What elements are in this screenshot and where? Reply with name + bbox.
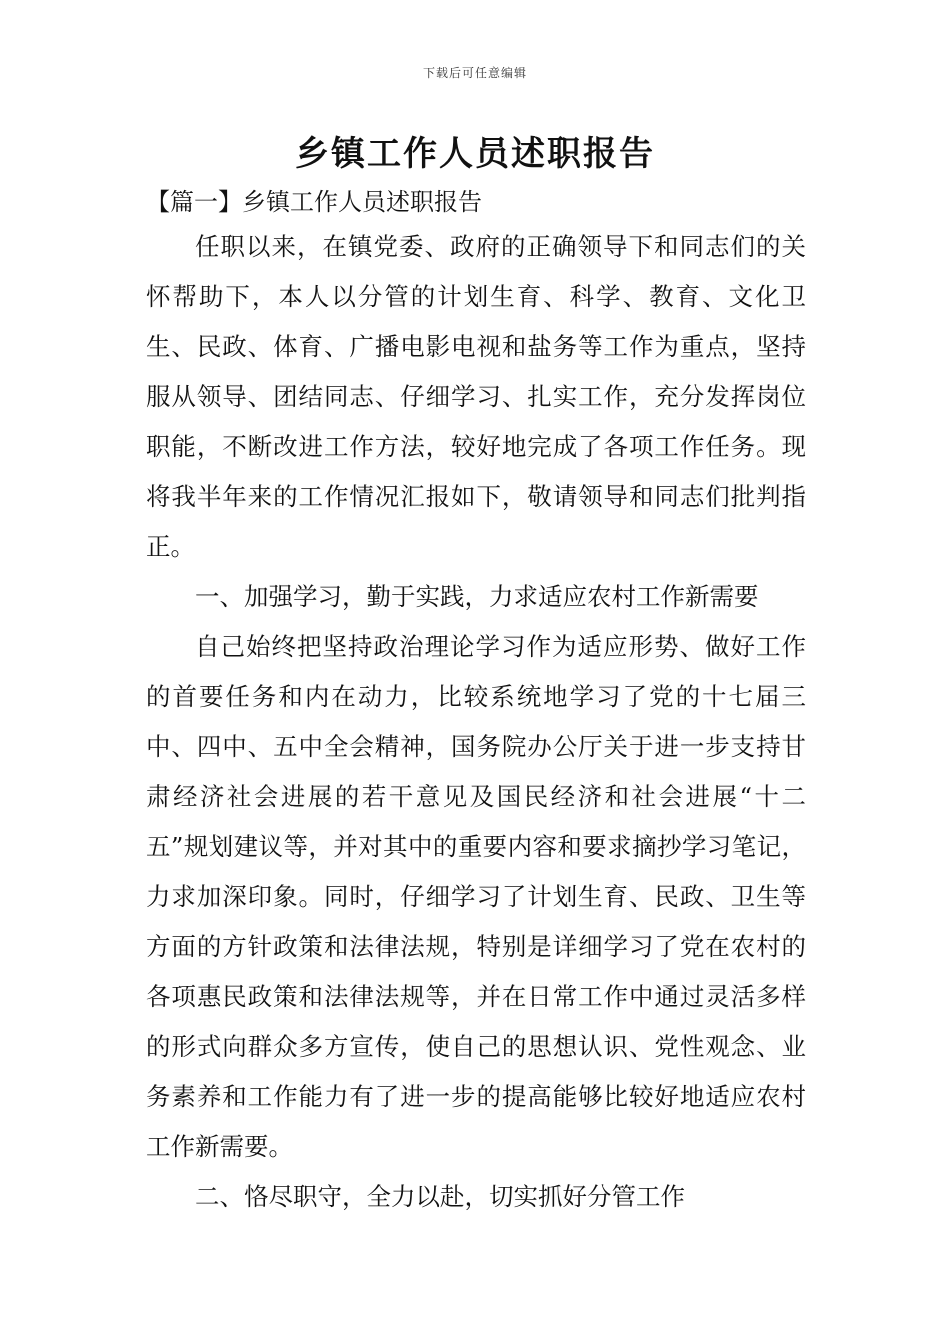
paragraph-part-one: 自己始终把坚持政治理论学习作为适应形势、做好工作的首要任务和内在动力，比较系统地学习了党的十七届三中、四中、五中全会精神，国务院办公厅关于进一步支持甘肃经济社会进展的若干意见及国民经济和社会进展“十二五”规划建议等，并对其中的重要内容和要求摘抄学习笔记，力求加深印象。同时，仔细学习了计划生育、民政、卫生等方面的方针政策和法律法规，特别是详细学习了党在农村的各项惠民政策和法律法规等，并在日常工作中通过灵活多样的形式向群众多方宣传，使自己的思想认识、党性观念、业务素养和工作能力有了进一步的提高能够比较好地适应农村工作新需要。	[146, 632, 806, 1161]
document-title: 乡镇工作人员述职报告	[295, 134, 655, 174]
section-title: 【篇一】乡镇工作人员述职报告	[146, 188, 482, 216]
paragraph-intro: 任职以来，在镇党委、政府的正确领导下和同志们的关怀帮助下，本人以分管的计划生育、科学、教育、文化卫生、民政、体育、广播电影电视和盐务等工作为重点，坚持服从领导、团结同志、仔细学习、扎实工作，充分发挥岗位职能，不断改进工作方法，较好地完成了各项工作任务。现将我半年来的工作情况汇报如下，敬请领导和同志们批判指正。	[146, 232, 806, 561]
heading-part-two: 二、恪尽职守，全力以赴，切实抓好分管工作	[195, 1182, 685, 1211]
heading-part-one: 一、加强学习，勤于实践，力求适应农村工作新需要	[195, 582, 759, 611]
document-body	[146, 222, 806, 1222]
page-header-note: 下载后可任意编辑	[422, 66, 527, 80]
